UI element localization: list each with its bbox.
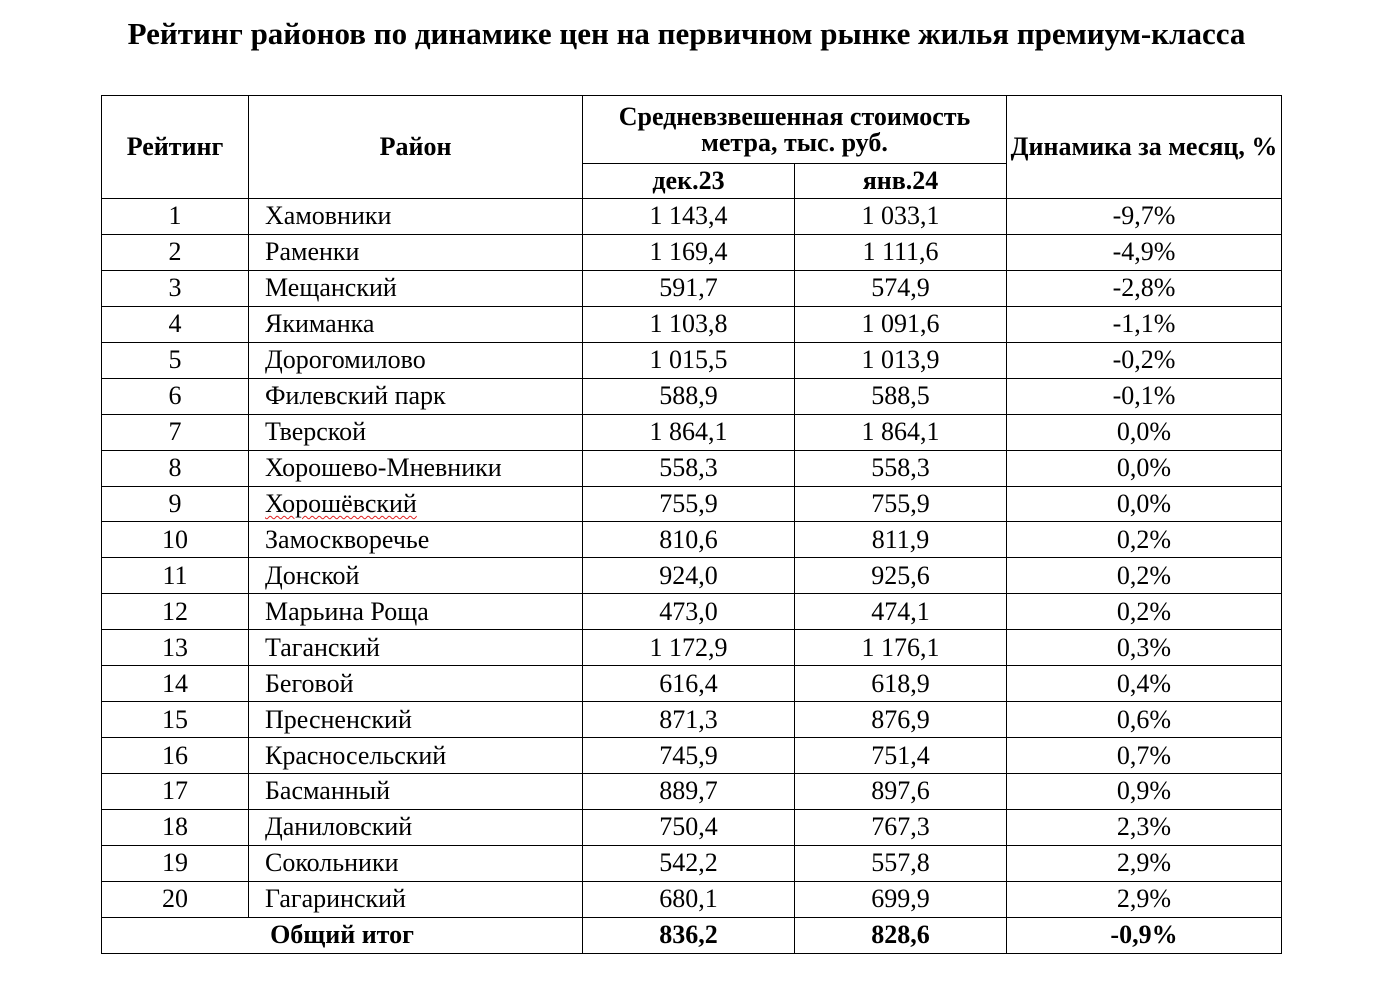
- cell-jan: 1 111,6: [795, 234, 1007, 270]
- cell-district: Беговой: [249, 666, 583, 702]
- cell-rank: 9: [102, 486, 249, 522]
- cell-dec: 924,0: [583, 558, 795, 594]
- table-row: [102, 486, 1282, 522]
- cell-jan: 897,6: [795, 774, 1007, 810]
- cell-district: Дорогомилово: [249, 342, 583, 378]
- total-dec: 836,2: [583, 917, 795, 953]
- table-row: [102, 594, 1282, 630]
- cell-change: 0,0%: [1007, 414, 1282, 450]
- cell-rank: 19: [102, 845, 249, 881]
- cell-jan: 1 864,1: [795, 414, 1007, 450]
- cell-rank: 17: [102, 774, 249, 810]
- table-row: [102, 199, 1282, 235]
- cell-district: [249, 486, 583, 522]
- cell-change: 2,9%: [1007, 881, 1282, 917]
- cell-dec: 810,6: [583, 522, 795, 558]
- cell-change: -9,7%: [1007, 199, 1282, 235]
- cell-jan: 1 033,1: [795, 199, 1007, 235]
- cell-dec: 558,3: [583, 450, 795, 486]
- cell-change: -0,1%: [1007, 378, 1282, 414]
- cell-rank: 5: [102, 342, 249, 378]
- table-row: [102, 702, 1282, 738]
- header-rank: Рейтинг: [102, 96, 249, 199]
- table-row: [102, 378, 1282, 414]
- cell-district: Даниловский: [249, 809, 583, 845]
- cell-jan: 811,9: [795, 522, 1007, 558]
- cell-dec: 591,7: [583, 270, 795, 306]
- table-row: [102, 234, 1282, 270]
- cell-rank: 7: [102, 414, 249, 450]
- cell-district: Басманный: [249, 774, 583, 810]
- cell-change: 2,9%: [1007, 845, 1282, 881]
- cell-rank: 12: [102, 594, 249, 630]
- cell-dec: 889,7: [583, 774, 795, 810]
- cell-jan: 1 013,9: [795, 342, 1007, 378]
- cell-change: 0,2%: [1007, 558, 1282, 594]
- cell-change: 0,9%: [1007, 774, 1282, 810]
- cell-dec: 1 143,4: [583, 199, 795, 235]
- cell-jan: 474,1: [795, 594, 1007, 630]
- spellcheck-underlined-text: Хорошёвский: [265, 488, 417, 518]
- cell-jan: 699,9: [795, 881, 1007, 917]
- cell-jan: 751,4: [795, 738, 1007, 774]
- cell-dec: 588,9: [583, 378, 795, 414]
- cell-jan: 618,9: [795, 666, 1007, 702]
- cell-district: Хамовники: [249, 199, 583, 235]
- total-jan: 828,6: [795, 917, 1007, 953]
- cell-change: 2,3%: [1007, 809, 1282, 845]
- cell-dec: 1 103,8: [583, 306, 795, 342]
- cell-jan: 1 176,1: [795, 630, 1007, 666]
- total-row: [102, 917, 1282, 953]
- cell-change: 0,3%: [1007, 630, 1282, 666]
- table-row: [102, 306, 1282, 342]
- cell-dec: 473,0: [583, 594, 795, 630]
- table-row: [102, 522, 1282, 558]
- table-row: [102, 738, 1282, 774]
- cell-dec: 616,4: [583, 666, 795, 702]
- cell-change: -1,1%: [1007, 306, 1282, 342]
- total-change: -0,9%: [1007, 917, 1282, 953]
- header-change: Динамика за месяц, %: [1007, 96, 1282, 199]
- cell-jan: 558,3: [795, 450, 1007, 486]
- cell-jan: 767,3: [795, 809, 1007, 845]
- cell-dec: 1 015,5: [583, 342, 795, 378]
- cell-change: -0,2%: [1007, 342, 1282, 378]
- cell-dec: 750,4: [583, 809, 795, 845]
- cell-jan: 557,8: [795, 845, 1007, 881]
- cell-change: 0,4%: [1007, 666, 1282, 702]
- cell-rank: 11: [102, 558, 249, 594]
- header-jan: янв.24: [795, 164, 1007, 199]
- cell-jan: 755,9: [795, 486, 1007, 522]
- cell-change: 0,0%: [1007, 450, 1282, 486]
- cell-district: Хорошево-Мневники: [249, 450, 583, 486]
- cell-change: 0,0%: [1007, 486, 1282, 522]
- cell-change: -2,8%: [1007, 270, 1282, 306]
- cell-change: 0,2%: [1007, 594, 1282, 630]
- cell-dec: 680,1: [583, 881, 795, 917]
- cell-dec: 542,2: [583, 845, 795, 881]
- table-row: [102, 809, 1282, 845]
- cell-rank: 10: [102, 522, 249, 558]
- cell-district: Тверской: [249, 414, 583, 450]
- cell-rank: 14: [102, 666, 249, 702]
- table-row: [102, 774, 1282, 810]
- table-row: [102, 630, 1282, 666]
- cell-change: 0,7%: [1007, 738, 1282, 774]
- rating-table: [101, 95, 1282, 954]
- cell-district: Раменки: [249, 234, 583, 270]
- cell-jan: 1 091,6: [795, 306, 1007, 342]
- cell-district: Гагаринский: [249, 881, 583, 917]
- table-row: [102, 414, 1282, 450]
- table-row: [102, 881, 1282, 917]
- cell-district: Сокольники: [249, 845, 583, 881]
- table-row: [102, 845, 1282, 881]
- cell-dec: 1 864,1: [583, 414, 795, 450]
- cell-district: Марьина Роща: [249, 594, 583, 630]
- cell-rank: 1: [102, 199, 249, 235]
- cell-district: Мещанский: [249, 270, 583, 306]
- cell-change: 0,2%: [1007, 522, 1282, 558]
- cell-dec: 871,3: [583, 702, 795, 738]
- header-dec: дек.23: [583, 164, 795, 199]
- cell-rank: 18: [102, 809, 249, 845]
- cell-district: Пресненский: [249, 702, 583, 738]
- cell-jan: 925,6: [795, 558, 1007, 594]
- cell-district: Красносельский: [249, 738, 583, 774]
- header-price-group: Средневзвешенная стоимость метра, тыс. руб.: [583, 96, 1007, 164]
- cell-district: Таганский: [249, 630, 583, 666]
- cell-rank: 6: [102, 378, 249, 414]
- cell-rank: 4: [102, 306, 249, 342]
- cell-rank: 3: [102, 270, 249, 306]
- table-row: [102, 666, 1282, 702]
- cell-district: Филевский парк: [249, 378, 583, 414]
- cell-change: -4,9%: [1007, 234, 1282, 270]
- cell-district: Донской: [249, 558, 583, 594]
- cell-dec: 1 169,4: [583, 234, 795, 270]
- cell-rank: 8: [102, 450, 249, 486]
- cell-rank: 15: [102, 702, 249, 738]
- cell-jan: 574,9: [795, 270, 1007, 306]
- cell-rank: 16: [102, 738, 249, 774]
- cell-district: Якиманка: [249, 306, 583, 342]
- cell-jan: 876,9: [795, 702, 1007, 738]
- table-row: [102, 450, 1282, 486]
- header-district: Район: [249, 96, 583, 199]
- cell-district: Замоскворечье: [249, 522, 583, 558]
- cell-dec: 745,9: [583, 738, 795, 774]
- cell-change: 0,6%: [1007, 702, 1282, 738]
- cell-rank: 2: [102, 234, 249, 270]
- document-title: Рейтинг районов по динамике цен на первичном рынке жилья премиум-класса: [127, 16, 1246, 51]
- total-label: Общий итог: [102, 917, 583, 953]
- cell-rank: 20: [102, 881, 249, 917]
- table-row: [102, 270, 1282, 306]
- table-row: [102, 342, 1282, 378]
- cell-jan: 588,5: [795, 378, 1007, 414]
- table-row: [102, 558, 1282, 594]
- cell-dec: 755,9: [583, 486, 795, 522]
- cell-rank: 13: [102, 630, 249, 666]
- cell-dec: 1 172,9: [583, 630, 795, 666]
